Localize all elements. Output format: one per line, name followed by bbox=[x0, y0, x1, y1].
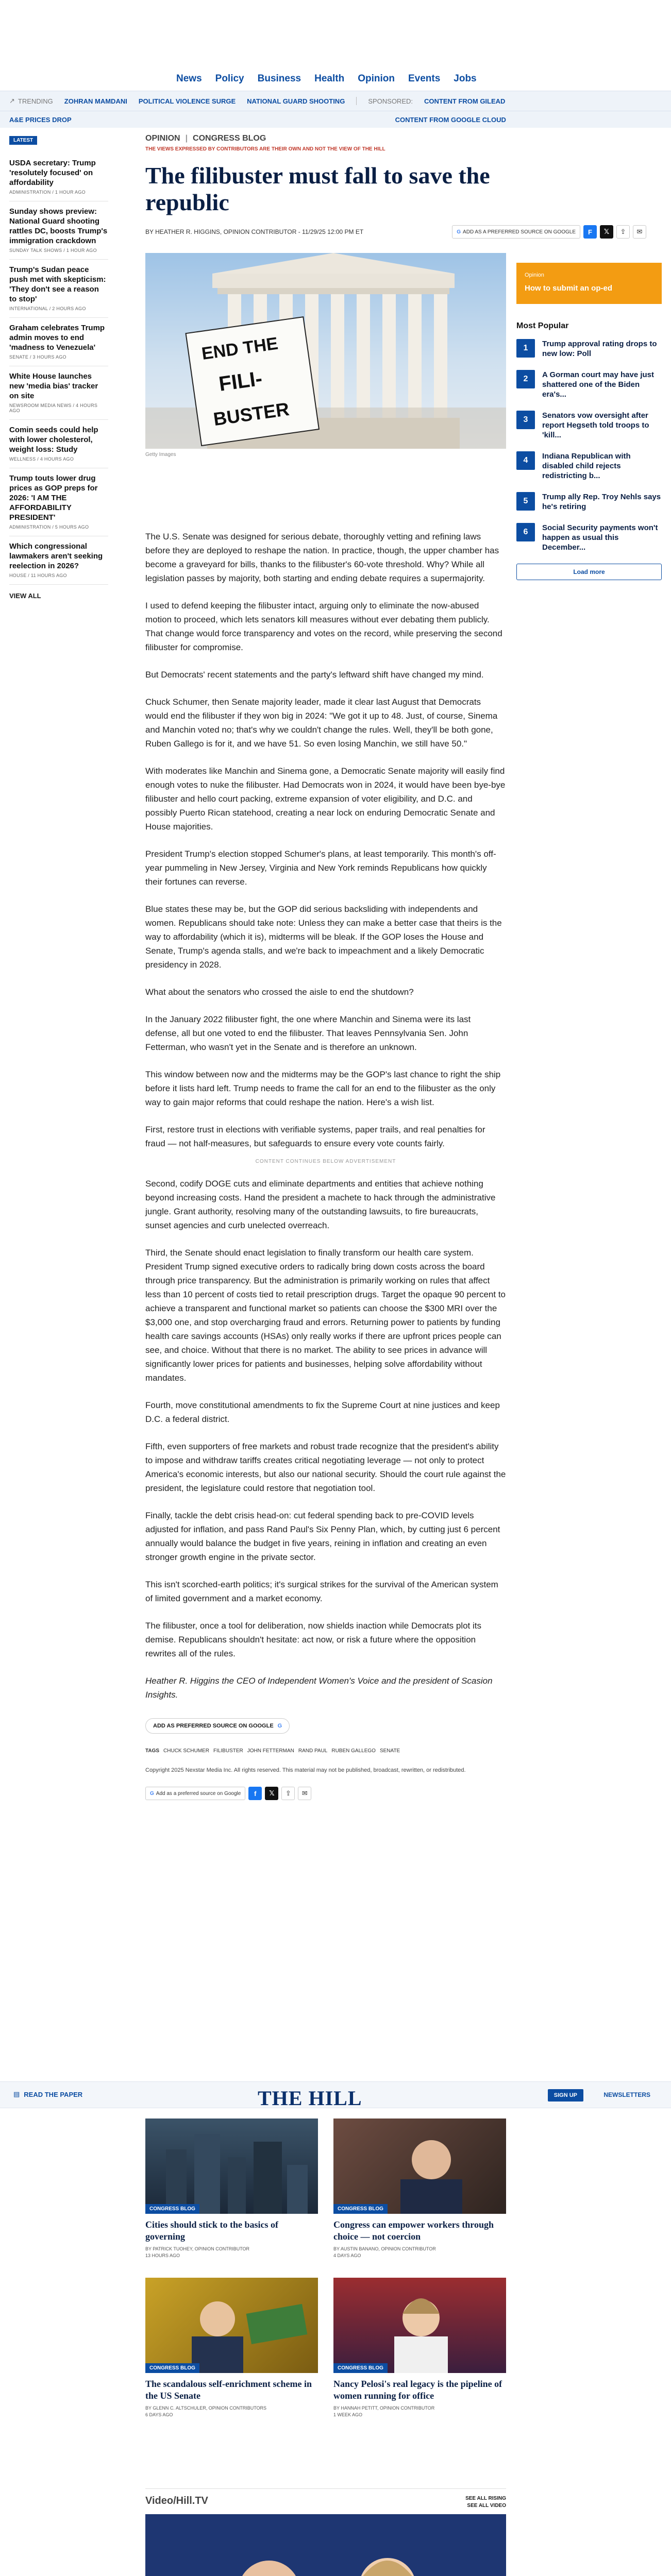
share-icon[interactable]: ⇪ bbox=[281, 1787, 295, 1800]
latest-item-title[interactable]: Trump's Sudan peace push met with skepticism: 'They don't see a reason to stop' bbox=[9, 265, 106, 303]
trending-item[interactable]: NATIONAL GUARD SHOOTING bbox=[247, 97, 345, 105]
video-thumbnail bbox=[145, 2514, 506, 2576]
paragraph: Blue states these may be, but the GOP did serious backsliding with independents and women. Republicans should take note: Unless they can make a better case that theirs is the way to affordability (which it is), midterms will be bleak. If the GOP loses the House and Senate, Trump's agenda stalls, and we're back to impeachment and a likely Democratic presidency in 2028. bbox=[145, 904, 502, 970]
tags-label: TAGS bbox=[145, 1748, 160, 1754]
tag-link[interactable]: RUBEN GALLEGO bbox=[331, 1748, 376, 1754]
paragraph: Fifth, even supporters of free markets and robust trade recognize that the president's ability to impose and withdraw tariffs creates critical negotiating leverage — not only to protect America's economic interests, but also our national security. Should the court rule against the president, the legislature could restore that negotiation tool. bbox=[145, 1442, 506, 1493]
story-card[interactable] bbox=[333, 2278, 506, 2418]
paragraph: But Democrats' recent statements and the party's leftward shift have changed my mind. bbox=[145, 670, 484, 680]
most-popular-item[interactable]: 6 Social Security payments won't happen as usual this December... bbox=[516, 523, 662, 552]
trending-item[interactable]: POLITICAL VIOLENCE SURGE bbox=[138, 97, 236, 105]
paragraph: Second, codify DOGE cuts and eliminate departments and entities that achieve nothing beyond increasing costs. Hand the president a machete to hack through the administrative jungle. Grant authority, resolving many of the outstanding lawsuits, to fire bureaucrats, sunset agencies and curb unelected overreach. bbox=[145, 1179, 496, 1230]
card-title[interactable]: Nancy Pelosi's real legacy is the pipeline of women running for office bbox=[333, 2379, 502, 2401]
video-section-header bbox=[145, 2488, 506, 2510]
facebook-share-icon[interactable]: f bbox=[248, 1787, 262, 1800]
tags-list bbox=[145, 1748, 413, 1754]
email-icon[interactable]: ✉ bbox=[298, 1787, 311, 1800]
latest-item-meta: ADMINISTRATION / 1 HOUR AGO bbox=[9, 190, 86, 195]
story-thumbnail[interactable] bbox=[145, 2278, 318, 2373]
latest-item-title[interactable]: Graham celebrates Trump admin moves to end 'madness to Venezuela' bbox=[9, 324, 105, 352]
site-logo[interactable]: THE HILL bbox=[258, 2087, 362, 2110]
google-icon: G bbox=[457, 229, 461, 235]
sign-text: BUSTER bbox=[212, 398, 291, 430]
paragraph: The filibuster, once a tool for deliberation, now shields inaction while Democrats plot its demise. Republicans shouldn't hesitate: act now, or risk a future where the opposition rewrites all of the rules. bbox=[145, 1621, 482, 1658]
latest-item-meta: WELLNESS / 4 HOURS AGO bbox=[9, 456, 74, 462]
newspaper-icon: ▤ bbox=[13, 2090, 20, 2098]
top-navigation bbox=[0, 0, 671, 88]
google-preferred-button[interactable]: G ADD AS A PREFERRED SOURCE ON GOOGLE bbox=[452, 225, 580, 239]
article-headline: The filibuster must fall to save the republic bbox=[145, 162, 490, 215]
latest-item-meta: INTERNATIONAL / 2 HOURS AGO bbox=[9, 306, 86, 311]
most-popular-item[interactable]: 2 A Gorman court may have just shattered one of the Biden era's... bbox=[516, 370, 662, 399]
sign-up-button[interactable]: SIGN UP bbox=[548, 2089, 583, 2102]
story-thumbnail[interactable] bbox=[333, 2119, 506, 2214]
latest-item-meta: SENATE / 3 HOURS AGO bbox=[9, 354, 66, 360]
latest-item-meta: SUNDAY TALK SHOWS / 1 HOUR AGO bbox=[9, 248, 97, 253]
video-section-title: Video/Hill.TV bbox=[145, 2495, 208, 2506]
paragraph: President Trump's election stopped Schumer's plans, at least temporarily. This month's off-year pummeling in New Jersey, Virginia and New York reminds Republicans how quickly their fortunes can reverse. bbox=[145, 849, 496, 887]
nav-opinion[interactable]: Opinion bbox=[358, 73, 395, 84]
paragraph: This isn't scorched-earth politics; it's surgical strikes for the survival of the American system of limited government and a market economy. bbox=[145, 1580, 498, 1603]
contributor-disclaimer: THE VIEWS EXPRESSED BY CONTRIBUTORS ARE THEIR OWN AND NOT THE VIEW OF THE HILL bbox=[145, 146, 385, 152]
paragraph: Third, the Senate should enact legislation to finally transform our health care system. President Trump signed executive orders to radically bring down costs across the board through price transparency. But the administration is primarily working on rules that affect less than 10 percent of costs tied to retail prescription drugs. Target the opaque 90 percent to achieve a transparent and functional market so patients can choose the $300 MRI over the $3,000 one, and stop overcharging fraud and errors. Returning power to patients by funding health care savings accounts (HSAs) only really works if there are upfront prices people can see, and choice. Without that there is no market. The ability to see prices in advance will significantly lower prices for patients and businesses, helping solve affordability without mandates. bbox=[145, 1248, 506, 1383]
trending-label: ↗ TRENDING bbox=[9, 97, 53, 105]
rank-badge: 1 bbox=[516, 339, 535, 358]
latest-item-meta: ADMINISTRATION / 5 HOURS AGO bbox=[9, 524, 89, 530]
latest-item[interactable] bbox=[9, 468, 108, 536]
image-caption: Getty Images bbox=[145, 452, 176, 457]
latest-item-title[interactable]: USDA secretary: Trump 'resolutely focused' on affordability bbox=[9, 159, 96, 187]
google-source-button[interactable]: ADD AS PREFERRED SOURCE ON GOOGLE G bbox=[145, 1718, 290, 1734]
card-tag: CONGRESS BLOG bbox=[145, 2363, 199, 2373]
latest-item-title[interactable]: Sunday shows preview: National Guard shooting rattles DC, boosts Trump's immigration crackdown bbox=[9, 207, 108, 245]
most-popular-heading: Most Popular bbox=[516, 321, 569, 330]
trending-item[interactable]: ZOHRAN MAMDANI bbox=[64, 97, 127, 105]
copyright: Copyright 2025 Nexstar Media Inc. All rights reserved. This material may not be published, broadcast, rewritten, or redistributed. bbox=[145, 1767, 466, 1773]
paragraph: The U.S. Senate was designed for serious debate, thoroughly vetting and refining laws before they are deployed to reshape the nation. In practice, though, the upper chamber has become a graveyard for bills, thanks to the filibuster's 60-vote threshold. Why? While all legislation passes by majority, both starting and ending debate requires a supermajority. bbox=[145, 532, 499, 583]
sponsored-link[interactable]: CONTENT FROM GILEAD bbox=[424, 97, 506, 105]
tag-link[interactable]: SENATE bbox=[379, 1748, 400, 1754]
view-all-link[interactable]: VIEW ALL bbox=[9, 592, 41, 600]
article-body bbox=[145, 530, 506, 1800]
supreme-court-illustration bbox=[145, 253, 506, 449]
google-icon: G bbox=[150, 1790, 154, 1797]
rank-badge: 6 bbox=[516, 523, 535, 541]
story-card[interactable] bbox=[145, 2278, 318, 2418]
latest-item[interactable] bbox=[9, 366, 108, 420]
paragraph: Finally, tackle the debt crisis head-on: cut federal spending back to pre-COVID levels adjusted for inflation, and pass Rand Paul's Six Penny Plan, which, by cutting just 6 percent annually would balance the budget in five years, reining in inflation and creating an even stronger growth engine in the private sector. bbox=[145, 1511, 500, 1562]
email-icon[interactable]: ✉ bbox=[633, 225, 646, 239]
divider bbox=[356, 97, 357, 105]
most-popular-item[interactable]: 1 Trump approval rating drops to new low: Poll bbox=[516, 339, 662, 359]
sponsored-link[interactable]: CONTENT FROM GOOGLE CLOUD bbox=[395, 115, 506, 124]
money-image bbox=[145, 2278, 318, 2373]
nav-health[interactable]: Health bbox=[314, 73, 345, 84]
tag-link[interactable]: JOHN FETTERMAN bbox=[247, 1748, 294, 1754]
paragraph: Fourth, move constitutional amendments to fix the Supreme Court at nine justices and keep D.C. a federal district. bbox=[145, 1400, 500, 1424]
person-image bbox=[333, 2278, 506, 2373]
byline: BY HEATHER R. HIGGINS, OPINION CONTRIBUTOR - 11/29/25 12:00 PM ET bbox=[145, 228, 364, 235]
tag-link[interactable]: CHUCK SCHUMER bbox=[163, 1748, 209, 1754]
x-share-icon[interactable]: 𝕏 bbox=[600, 225, 613, 239]
card-title[interactable]: The scandalous self-enrichment scheme in the US Senate bbox=[145, 2379, 312, 2401]
facebook-share-icon[interactable]: F bbox=[583, 225, 597, 239]
nav-news[interactable]: News bbox=[176, 73, 202, 84]
card-byline: BY HANNAH PETITT, OPINION CONTRIBUTOR 1 WEEK AGO bbox=[333, 2405, 435, 2417]
story-card[interactable] bbox=[333, 2119, 506, 2259]
paragraph: With moderates like Manchin and Sinema gone, a Democratic Senate majority will easily find enough votes to nuke the filibuster. Had Democrats won in 2024, it would have been bye-bye filibuster and hello court packing, extreme expansion of voter eligibility, and D.C. and possibly Puerto Rican statehood, creating a near lock on enduring Democratic Senate and House majorities. bbox=[145, 766, 506, 832]
nav-business[interactable]: Business bbox=[257, 73, 301, 84]
person-image bbox=[333, 2119, 506, 2214]
google-icon: G bbox=[277, 1723, 282, 1729]
paragraph: This window between now and the midterms may be the GOP's last chance to right the ship before it lists hard left. Trump needs to frame the call for an end to the filibuster as the only way to gain major reforms that could reshape the nation. Here's a wish list. bbox=[145, 1070, 501, 1107]
paragraph: In the January 2022 filibuster fight, the one where Manchin and Sinema were its last defense, all but one voted to end the filibuster. That leaves Pennsylvania Sen. John Fetterman, who wasn't yet in the Senate and is therefore an unknown. bbox=[145, 1014, 471, 1052]
card-tag: CONGRESS BLOG bbox=[145, 2204, 199, 2214]
breadcrumb: OPINION | CONGRESS BLOG bbox=[145, 134, 266, 143]
trending-icon: ↗ bbox=[9, 97, 15, 105]
trending-item[interactable]: A&E PRICES DROP bbox=[9, 115, 72, 124]
right-sidebar bbox=[516, 263, 662, 580]
most-popular-item[interactable]: 5 Trump ally Rep. Troy Nehls says he's retiring bbox=[516, 492, 662, 512]
site-footer-banner bbox=[0, 2081, 671, 2108]
read-the-paper-link[interactable]: ▤ READ THE PAPER bbox=[13, 2090, 83, 2098]
section-congress-blog[interactable]: CONGRESS BLOG bbox=[193, 134, 266, 143]
ad-notice: CONTENT CONTINUES BELOW ADVERTISEMENT bbox=[255, 1159, 396, 1164]
latest-item-title[interactable]: Comin seeds could help with lower cholesterol, weight loss: Study bbox=[9, 426, 98, 454]
newsletters-link[interactable]: NEWSLETTERS bbox=[603, 2091, 650, 2098]
card-title[interactable]: Cities should stick to the basics of governing bbox=[145, 2219, 279, 2242]
tag-link[interactable]: FILIBUSTER bbox=[213, 1748, 243, 1754]
most-popular-item[interactable]: 3 Senators vow oversight after report Hegseth told troops to 'kill... bbox=[516, 411, 662, 440]
sign-text: END THE bbox=[200, 333, 279, 364]
story-thumbnail[interactable] bbox=[333, 2278, 506, 2373]
paragraph: First, restore trust in elections with verifiable systems, paper trails, and real penalties for fraud — not half-measures, but safeguards to ensure every vote counts fairly. bbox=[145, 1125, 485, 1148]
nav-jobs[interactable]: Jobs bbox=[454, 73, 477, 84]
latest-item-title[interactable]: Which congressional lawmakers aren't seeking reelection in 2026? bbox=[9, 542, 103, 570]
video-links bbox=[465, 2495, 506, 2510]
latest-item[interactable] bbox=[9, 201, 108, 260]
card-title[interactable]: Congress can empower workers through choice — not coercion bbox=[333, 2219, 494, 2242]
see-all-video-link[interactable]: SEE ALL VIDEO bbox=[467, 2503, 506, 2509]
latest-badge: LATEST bbox=[9, 136, 37, 145]
hero-image bbox=[145, 253, 506, 449]
op-ed-promo[interactable]: Opinion How to submit an op-ed bbox=[516, 263, 662, 304]
trending-subbar bbox=[0, 111, 671, 128]
card-byline: BY AUSTIN BANANO, OPINION CONTRIBUTOR 4 DAYS AGO bbox=[333, 2246, 436, 2258]
sponsored-label: SPONSORED: bbox=[368, 97, 413, 105]
byline-row bbox=[145, 225, 650, 239]
x-share-icon[interactable]: 𝕏 bbox=[265, 1787, 278, 1800]
latest-item[interactable] bbox=[9, 153, 108, 201]
share-icon[interactable]: ⇪ bbox=[616, 225, 630, 239]
most-popular-item[interactable]: 4 Indiana Republican with disabled child rejects redistricting b... bbox=[516, 451, 662, 481]
paragraph: What about the senators who crossed the aisle to end the shutdown? bbox=[145, 987, 414, 997]
latest-item[interactable] bbox=[9, 536, 108, 585]
nav-policy[interactable]: Policy bbox=[215, 73, 244, 84]
latest-item[interactable] bbox=[9, 420, 108, 468]
rank-badge: 4 bbox=[516, 451, 535, 470]
trending-bar bbox=[0, 91, 671, 111]
author-bio: Heather R. Higgins the CEO of Independent Women's Voice and the president of Scasion Insights. bbox=[145, 1676, 493, 1700]
related-cards bbox=[145, 2119, 506, 2418]
card-byline: BY GLENN C. ALTSCHULER, OPINION CONTRIBUTORS 6 DAYS AGO bbox=[145, 2405, 267, 2417]
bottom-share-buttons bbox=[145, 1787, 506, 1800]
nav-events[interactable]: Events bbox=[408, 73, 441, 84]
paragraph: Chuck Schumer, then Senate majority leader, made it clear last August that Democrats would end the filibuster if they won big in 2024: "We got it up to 48. Just, of course, Sinema and Manchin voted no; that's why we couldn't change the rules. Well, they'll be both gone, Ruben Gallego is for it, and we have 51. So even losing Manchin, we still have 50." bbox=[145, 697, 498, 749]
rank-badge: 5 bbox=[516, 492, 535, 511]
latest-sidebar bbox=[9, 135, 108, 600]
latest-item-meta: HOUSE / 11 HOURS AGO bbox=[9, 573, 67, 578]
share-buttons bbox=[452, 225, 646, 239]
see-all-rising-link[interactable]: SEE ALL RISING bbox=[465, 2496, 506, 2501]
rank-badge: 2 bbox=[516, 370, 535, 388]
nav-links bbox=[176, 73, 477, 84]
card-byline: BY PATRICK TUOHEY, OPINION CONTRIBUTOR 13 HOURS AGO bbox=[145, 2246, 250, 2258]
latest-item-title[interactable]: Trump touts lower drug prices as GOP preps for 2026: 'I AM THE AFFORDABILITY PRESIDENT' bbox=[9, 474, 98, 522]
section-opinion[interactable]: OPINION bbox=[145, 134, 180, 143]
latest-item[interactable] bbox=[9, 318, 108, 366]
load-more-button[interactable]: Load more bbox=[516, 564, 662, 580]
sign-text: FILI- bbox=[217, 367, 264, 396]
rank-badge: 3 bbox=[516, 411, 535, 429]
latest-item-meta: NEWSROOM MEDIA NEWS / 4 HOURS AGO bbox=[9, 403, 98, 413]
story-card[interactable] bbox=[145, 2119, 318, 2259]
skyline-image bbox=[145, 2119, 318, 2214]
latest-item[interactable] bbox=[9, 260, 108, 318]
story-thumbnail[interactable] bbox=[145, 2119, 318, 2214]
featured-video[interactable] bbox=[145, 2514, 506, 2576]
paragraph: I used to defend keeping the filibuster intact, arguing only to eliminate the now-abused motion to proceed, which lets senators kill measures without ever debating them publicly. That change would force transparency and votes on the record, while preserving the second filibuster for compromise. bbox=[145, 601, 502, 652]
card-tag: CONGRESS BLOG bbox=[333, 2204, 388, 2214]
tag-link[interactable]: RAND PAUL bbox=[298, 1748, 328, 1754]
google-preferred-button[interactable]: G Add as a preferred source on Google bbox=[145, 1787, 245, 1800]
card-tag: CONGRESS BLOG bbox=[333, 2363, 388, 2373]
latest-item-title[interactable]: White House launches new 'media bias' tracker on site bbox=[9, 372, 98, 400]
